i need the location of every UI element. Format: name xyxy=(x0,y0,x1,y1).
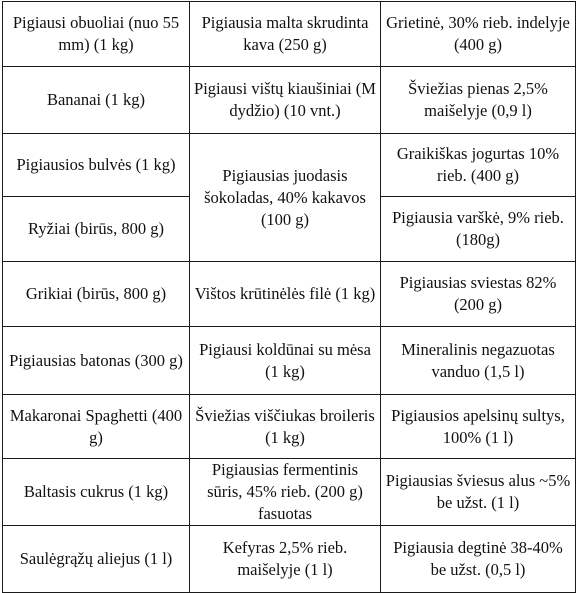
table-cell: Pigiausi koldūnai su mėsa (1 kg) xyxy=(190,327,381,395)
table-row xyxy=(3,2,576,67)
table-cell: Kefyras 2,5% rieb. maišelyje (1 l) xyxy=(190,526,381,593)
grocery-items-table xyxy=(2,1,576,593)
table-cell: Saulėgrąžų aliejus (1 l) xyxy=(3,526,190,593)
table-cell: Pigiausias sviestas 82% (200 g) xyxy=(381,262,576,327)
table-row xyxy=(3,262,576,327)
table-cell: Pigiausia varškė, 9% rieb. (180g) xyxy=(381,197,576,262)
table-cell: Pigiausias šviesus alus ~5% be užst. (1 l) xyxy=(381,459,576,526)
table-cell: Šviežias viščiukas broileris (1 kg) xyxy=(190,395,381,459)
table-row xyxy=(3,67,576,134)
table-cell-merged: Pigiausias juodasis šokoladas, 40% kakavos (100 g) xyxy=(190,134,381,262)
table-cell: Pigiausias fermentinis sūris, 45% rieb. (200 g) fasuotas xyxy=(190,459,381,526)
table-row xyxy=(3,395,576,459)
table-row xyxy=(3,327,576,395)
table-cell: Pigiausias batonas (300 g) xyxy=(3,327,190,395)
table-cell: Mineralinis negazuotas vanduo (1,5 l) xyxy=(381,327,576,395)
table-row xyxy=(3,526,576,593)
table-cell: Graikiškas jogurtas 10% rieb. (400 g) xyxy=(381,134,576,197)
table-cell: Pigiausia degtinė 38-40% be užst. (0,5 l) xyxy=(381,526,576,593)
table-cell: Šviežias pienas 2,5% maišelyje (0,9 l) xyxy=(381,67,576,134)
table-row xyxy=(3,134,576,197)
table-cell: Vištos krūtinėlės filė (1 kg) xyxy=(190,262,381,327)
table-cell: Pigiausia malta skrudinta kava (250 g) xyxy=(190,2,381,67)
table-cell: Bananai (1 kg) xyxy=(3,67,190,134)
table-row xyxy=(3,459,576,526)
table-cell: Pigiausi vištų kiaušiniai (M dydžio) (10 vnt.) xyxy=(190,67,381,134)
table-cell: Baltasis cukrus (1 kg) xyxy=(3,459,190,526)
table-cell: Grikiai (birūs, 800 g) xyxy=(3,262,190,327)
table-cell: Ryžiai (birūs, 800 g) xyxy=(3,197,190,262)
table-cell: Pigiausios bulvės (1 kg) xyxy=(3,134,190,197)
table-cell: Grietinė, 30% rieb. indelyje (400 g) xyxy=(381,2,576,67)
table-cell: Pigiausi obuoliai (nuo 55 mm) (1 kg) xyxy=(3,2,190,67)
table-cell: Makaronai Spaghetti (400 g) xyxy=(3,395,190,459)
table-cell: Pigiausios apelsinų sultys, 100% (1 l) xyxy=(381,395,576,459)
